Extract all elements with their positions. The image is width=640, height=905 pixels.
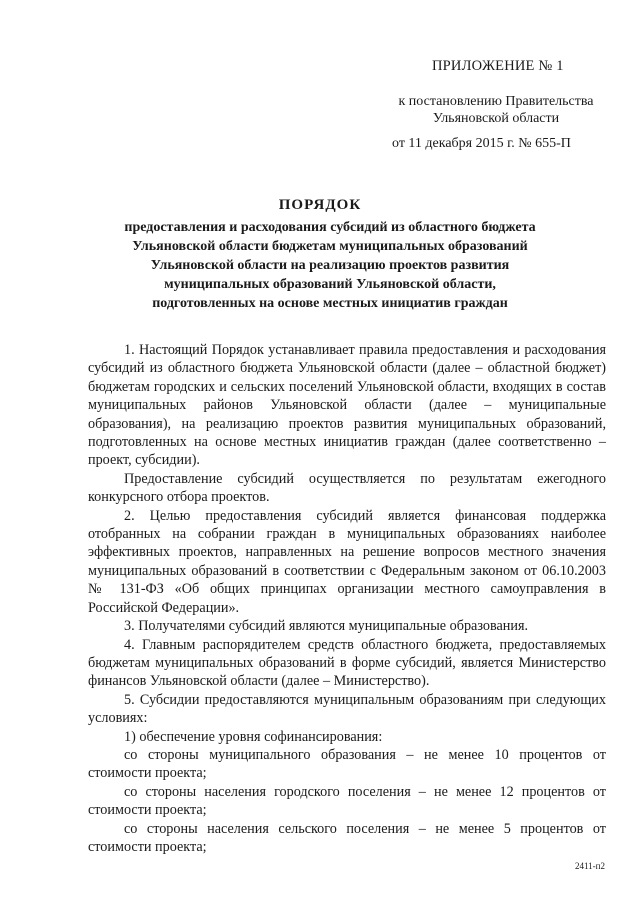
page-code: 2411-п2 xyxy=(575,861,605,871)
paragraph: 2. Целью предоставления субсидий является финансовая поддержка отобранных на собрании граждан в муниципальных образованиях наиболее эффективных проектов, направленных на решение вопросов местного значения муниципальных образований в соответствии с Федеральным законом от 06.10.2003 № 131-ФЗ «Об общих принципах организации местного самоуправления в Российской Федерации». xyxy=(88,507,606,616)
decree-date: от 11 декабря 2015 г. № 655-П xyxy=(392,136,571,151)
document-title: ПОРЯДОК xyxy=(278,197,362,213)
subtitle-line: муниципальных образований Ульяновской области, xyxy=(164,277,496,292)
decree-reference-line: Ульяновской области xyxy=(432,111,560,126)
paragraph: со стороны населения городского поселения – не менее 12 процентов от стоимости проекта; xyxy=(88,783,606,819)
subtitle-line: Ульяновской области на реализацию проектов развития xyxy=(150,258,510,273)
subtitle-line: Ульяновской области бюджетам муниципальных образований xyxy=(132,239,528,254)
paragraph: 1. Настоящий Порядок устанавливает правила предоставления и расходования субсидий из областного бюджета Ульяновской области (далее – областной бюджет) бюджетам городских и сельских поселений Ульяновской области, входящих в состав муниципальных районов Ульяновской области (далее – муниципальные образования), на реализацию проектов развития муниципальных образований, подготовленных на основе местных инициатив граждан (далее соответственно – проект, субсидии). xyxy=(88,342,606,469)
decree-reference-line: к постановлению Правительства xyxy=(398,94,594,109)
decree-reference xyxy=(390,93,602,127)
appendix-label: ПРИЛОЖЕНИЕ № 1 xyxy=(432,58,564,74)
paragraph: 3. Получателями субсидий являются муниципальные образования. xyxy=(124,618,529,635)
paragraph: 5. Субсидии предоставляются муниципальным образованиям при следующих условиях: xyxy=(88,691,606,727)
subtitle-line: подготовленных на основе местных инициатив граждан xyxy=(152,296,508,311)
paragraph: Предоставление субсидий осуществляется по результатам ежегодного конкурсного отбора проектов. xyxy=(88,470,606,506)
document-body xyxy=(88,341,606,856)
paragraph: 4. Главным распорядителем средств областного бюджета, предоставляемых бюджетам муниципальных образований в форме субсидий, является Министерство финансов Ульяновской области (далее – Министерство). xyxy=(88,636,606,690)
subtitle-line: предоставления и расходования субсидий из областного бюджета xyxy=(124,220,536,235)
paragraph: со стороны населения сельского поселения – не менее 5 процентов от стоимости проекта; xyxy=(88,820,606,855)
document-subtitle xyxy=(100,218,560,313)
paragraph: со стороны муниципального образования – не менее 10 процентов от стоимости проекта; xyxy=(88,746,606,782)
paragraph: 1) обеспечение уровня софинансирования: xyxy=(124,728,383,745)
